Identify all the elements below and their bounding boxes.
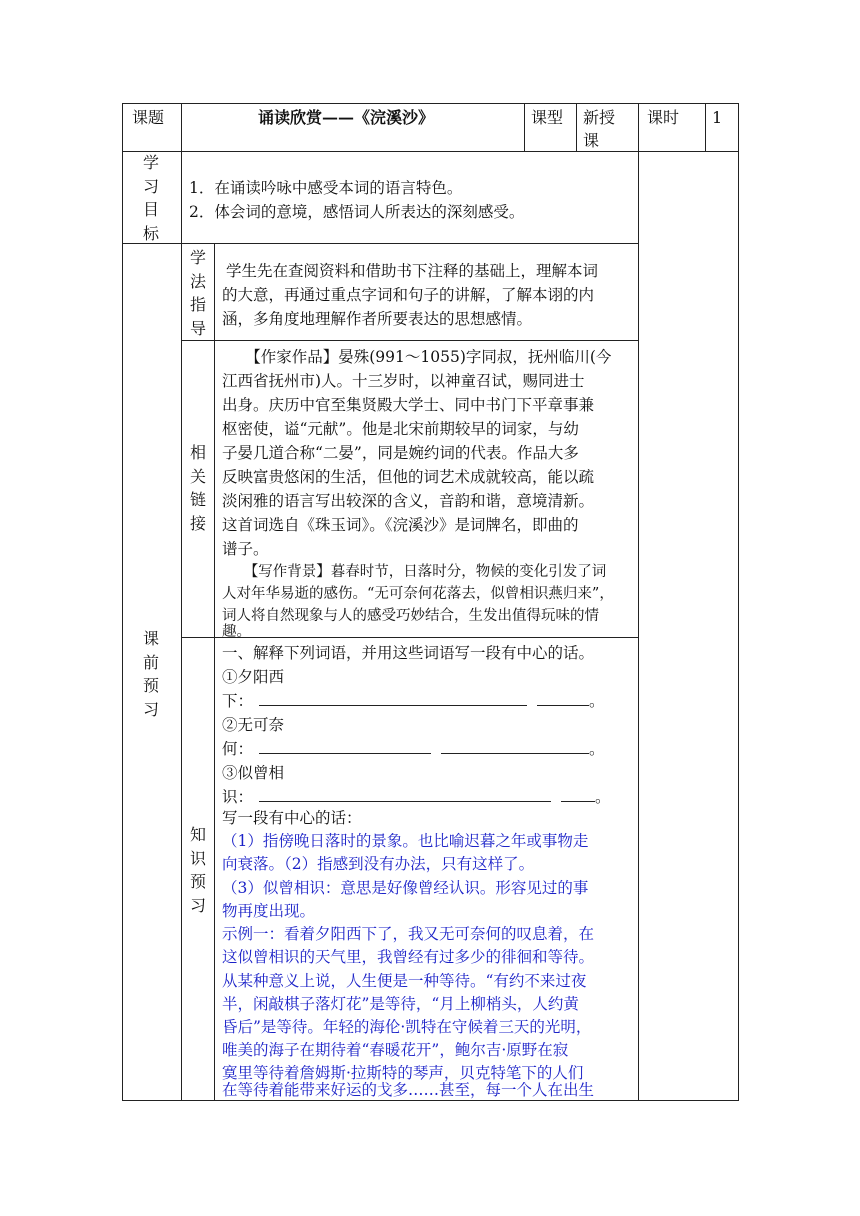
knowledge-label: 知 识 预 习 — [189, 825, 206, 915]
word-3-end: 。 — [595, 788, 611, 806]
method-line-3: 涵，多角度地理解作者所要表达的思想感情。 — [222, 310, 533, 328]
author-line-9: 谱子。 — [222, 540, 269, 558]
author-line-4: 枢密使，谥“元献”。他是北宋前期较早的词家，与幼 — [222, 420, 579, 438]
word-3-answer-blank[interactable] — [259, 787, 551, 802]
table-border-right — [738, 103, 739, 1101]
table-border-hours-value — [705, 103, 706, 151]
objective-item-2: 2．体会词的意境，感悟词人所表达的深刻感受。 — [189, 203, 525, 221]
word-1-prefix: 下： — [222, 692, 254, 710]
answer-line-3: （3）似曾相识：意思是好像曾经认识。形容见过的事 — [222, 879, 589, 897]
answer-line-5: 示例一：看着夕阳西下了，我又无可奈何的叹息着，在 — [222, 925, 595, 943]
word-1-answer-blank-2[interactable] — [537, 691, 589, 706]
word-2-end: 。 — [589, 740, 605, 758]
table-border-left — [122, 103, 123, 1101]
author-line-6: 反映富贵悠闲的生活，但他的词艺术成就较高，能以疏 — [222, 468, 595, 486]
author-line-1: 【作家作品】晏殊(991～1055)字同叔，抚州临川(今 — [222, 348, 612, 366]
type-value-line1: 新授 — [583, 108, 616, 127]
write-prompt: 写一段有中心的话： — [222, 809, 362, 827]
answer-line-12: 在等待着能带来好运的戈多……甚至，每一个人在出生 — [222, 1081, 595, 1099]
links-label: 相 关 链 接 — [189, 443, 206, 533]
hours-label: 课时 — [647, 108, 680, 127]
background-line-4: 趣。 — [222, 624, 251, 640]
table-border-header-bottom — [122, 151, 738, 152]
objective-item-1: 1．在诵读吟咏中感受本词的语言特色。 — [189, 179, 463, 197]
word-1-line1: ①夕阳西 — [222, 668, 285, 686]
answer-line-7: 从某种意义上说，人生便是一种等待。“有约不来过夜 — [222, 972, 587, 990]
author-line-7: 淡闲雅的语言写出较深的含义，音韵和谐，意境清新。 — [222, 492, 595, 510]
table-border-type-label — [524, 103, 525, 151]
word-3-prefix: 识： — [222, 788, 254, 806]
table-border-label-col — [181, 103, 182, 1101]
table-border-sub-label-col — [214, 243, 215, 1101]
type-label: 课型 — [531, 108, 564, 127]
answer-line-2: 向衰落。（2）指感到没有办法，只有这样了。 — [222, 855, 535, 873]
word-3-answer-blank-2[interactable] — [561, 787, 595, 802]
background-line-1: 【写作背景】暮春时节，日落时分，物候的变化引发了词 — [222, 564, 607, 580]
knowledge-task: 一、解释下列词语，并用这些词语写一段有中心的话。 — [222, 644, 595, 662]
author-line-2: 江西省抚州市)人。十三岁时，以神童召试，赐同进士 — [222, 372, 585, 390]
background-line-3: 词人将自然现象与人的感受巧妙结合，生发出值得玩味的情 — [222, 608, 599, 624]
word-2-line2 — [222, 737, 605, 761]
word-1-line2 — [222, 689, 605, 713]
word-2-answer-blank-2[interactable] — [441, 739, 589, 754]
table-border-method-bottom — [181, 340, 638, 341]
answer-line-1: （1）指傍晚日落时的景象。也比喻迟暮之年或事物走 — [222, 832, 589, 850]
word-3-line1: ③似曾相 — [222, 764, 285, 782]
answer-line-11: 寞里等待着詹姆斯·拉斯特的琴声，贝克特笔下的人们 — [222, 1064, 584, 1082]
background-line-2: 人对年华易逝的感伤。“无可奈何花落去，似曾相识燕归来”， — [222, 586, 614, 602]
method-line-2: 的大意，再通过重点字词和句子的讲解，了解本诩的内 — [222, 286, 595, 304]
method-label: 学 法 指 导 — [189, 248, 206, 338]
hours-value: 1 — [712, 108, 723, 127]
word-2-prefix: 何： — [222, 740, 254, 758]
answer-line-8: 半，闲敲棋子落灯花”是等待，“月上柳梢头，人约黄 — [222, 995, 579, 1013]
author-line-8: 这首词选自《珠玉词》。《浣溪沙》是词牌名，即曲的 — [222, 516, 579, 534]
author-line-3: 出身。庆历中官至集贤殿大学士、同中书门下平章事兼 — [222, 396, 595, 414]
word-2-answer-blank[interactable] — [259, 739, 431, 754]
word-2-line1: ②无可奈 — [222, 716, 285, 734]
course-label: 课题 — [132, 108, 165, 127]
author-line-5: 子晏几道合称“二晏”，同是婉约词的代表。作品大多 — [222, 444, 579, 462]
table-border-top — [122, 103, 738, 104]
word-1-end: 。 — [589, 692, 605, 710]
table-border-type-value — [576, 103, 577, 151]
objectives-label: 学 习 目 标 — [142, 153, 159, 243]
preview-label: 课 前 预 习 — [142, 629, 159, 719]
method-line-1: 学生先在查阅资料和借助书下注释的基础上，理解本词 — [226, 262, 599, 280]
answer-line-10: 唯美的海子在期待着“春暖花开”，鲍尔吉·原野在寂 — [222, 1041, 569, 1059]
course-title: 诵读欣赏——《浣溪沙》 — [258, 108, 435, 127]
answer-line-9: 昏后”是等待。年轻的海伦·凯特在守候着三天的光明， — [222, 1018, 592, 1036]
answer-line-4: 物再度出现。 — [222, 902, 316, 920]
answer-line-6: 这似曾相识的天气里，我曾经有过多少的徘徊和等待。 — [222, 948, 595, 966]
table-border-content-right — [638, 103, 639, 1101]
type-value-line2: 课 — [583, 131, 600, 150]
table-border-objectives-bottom — [122, 243, 638, 244]
word-1-answer-blank[interactable] — [259, 691, 527, 706]
